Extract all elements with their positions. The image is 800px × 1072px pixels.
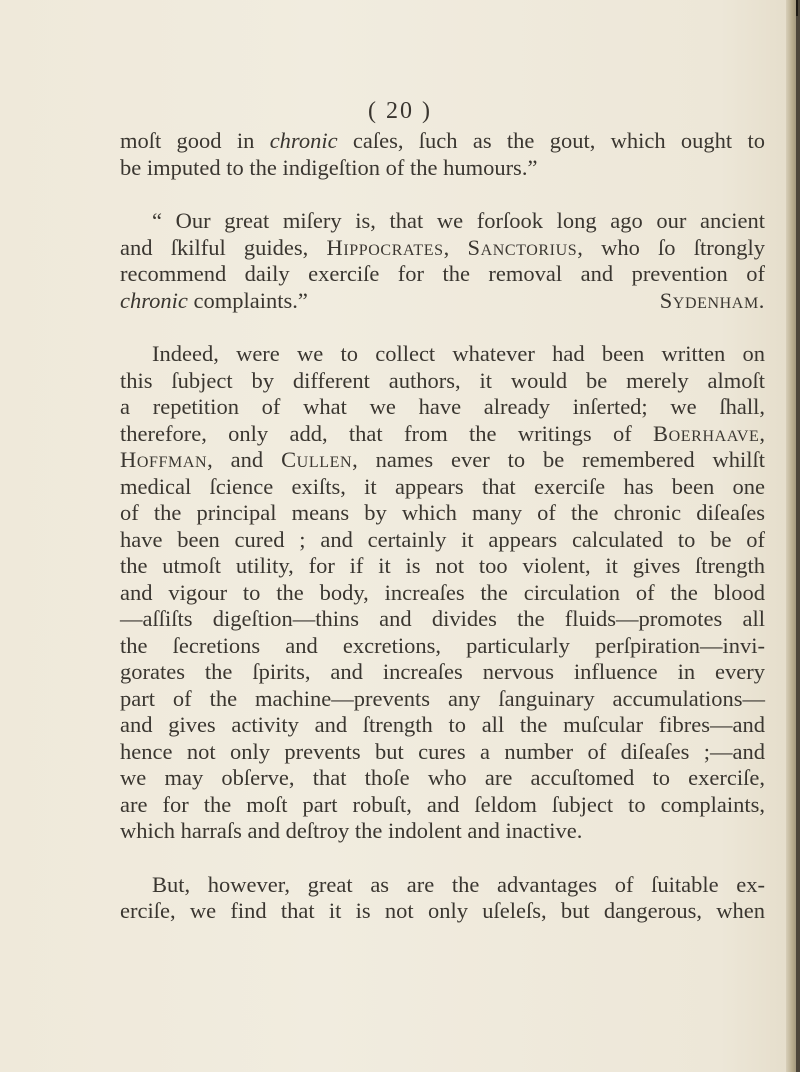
text-line: erciſe, we find that it is not only uſeleſs, but dangerous, when: [120, 898, 765, 923]
page-edge-dark: [796, 0, 800, 1072]
text-line: moſt good in chronic caſes, ſuch as the gout, which ought to: [120, 128, 765, 153]
text-line: Hoffman, and Cullen, names ever to be remembered whilſt: [120, 447, 765, 472]
author-name: Hippocrates: [326, 234, 444, 260]
text-line: have been cured ; and certainly it appears calculated to be of: [120, 526, 765, 552]
author-name: Sanctorius: [467, 234, 578, 260]
text-line: and ſkilful guides, Hippocrates, Sanctorius, who ſo ſtrongly: [120, 234, 766, 260]
author-name: Boerhaave: [653, 420, 760, 446]
text-line-with-signature: [120, 288, 765, 315]
text-line: be imputed to the indigeſtion of the humours.”: [120, 154, 538, 180]
italic-word: chronic: [120, 287, 188, 313]
author-name: Hoffman: [120, 447, 208, 472]
text-line: medical ſcience exiſts, it appears that exerciſe has been one: [120, 473, 765, 499]
text-line: which harraſs and deſtroy the indolent and inactive.: [120, 818, 583, 843]
text-line: gorates the ſpirits, and increaſes nervous influence in every: [120, 659, 765, 684]
text-line: “ Our great miſery is, that we forſook long ago our ancient: [152, 208, 765, 233]
signature: Sydenham.: [659, 287, 765, 313]
text-line: and vigour to the body, increaſes the circulation of the blood: [120, 579, 765, 605]
body-text: [120, 128, 765, 925]
text-line: But, however, great as are the advantages of ſuitable ex-: [152, 871, 765, 897]
author-name: Cullen: [281, 447, 353, 472]
text-line: and gives activity and ſtrength to all the muſcular fibres—and: [120, 712, 765, 737]
text-line: the ſecretions and excretions, particularly perſpiration—invi-: [120, 632, 765, 658]
text-line: recommend daily exerciſe for the removal and prevention of: [120, 261, 765, 286]
text-line: of the principal means by which many of the chronic diſeaſes: [120, 500, 765, 525]
text-line: this ſubject by different authors, it would be merely almoſt: [120, 367, 765, 393]
text-line: therefore, only add, that from the writings of Boerhaave,: [120, 420, 765, 446]
text-line: we may obſerve, that thoſe who are accuſtomed to exerciſe,: [120, 765, 765, 790]
text-line: the utmoſt utility, for if it is not too violent, it gives ſtrength: [120, 553, 765, 578]
page-number: ( 20 ): [368, 98, 432, 124]
text-line: —aſſiſts digeſtion—thins and divides the fluids—promotes all: [120, 606, 765, 631]
text-line: are for the moſt part robuſt, and ſeldom ſubject to complaints,: [120, 791, 765, 817]
text-line: a repetition of what we have already inſerted; we ſhall,: [120, 394, 765, 419]
text-line: chronic complaints.”: [120, 287, 308, 313]
text-line: part of the machine—prevents any ſanguinary accumulations—: [120, 685, 765, 711]
italic-word: chronic: [269, 128, 338, 153]
text-line: Indeed, were we to collect whatever had been written on: [152, 341, 765, 366]
text-line: hence not only prevents but cures a number of diſeaſes ;—and: [120, 738, 765, 764]
corner-mark: [796, 0, 798, 16]
